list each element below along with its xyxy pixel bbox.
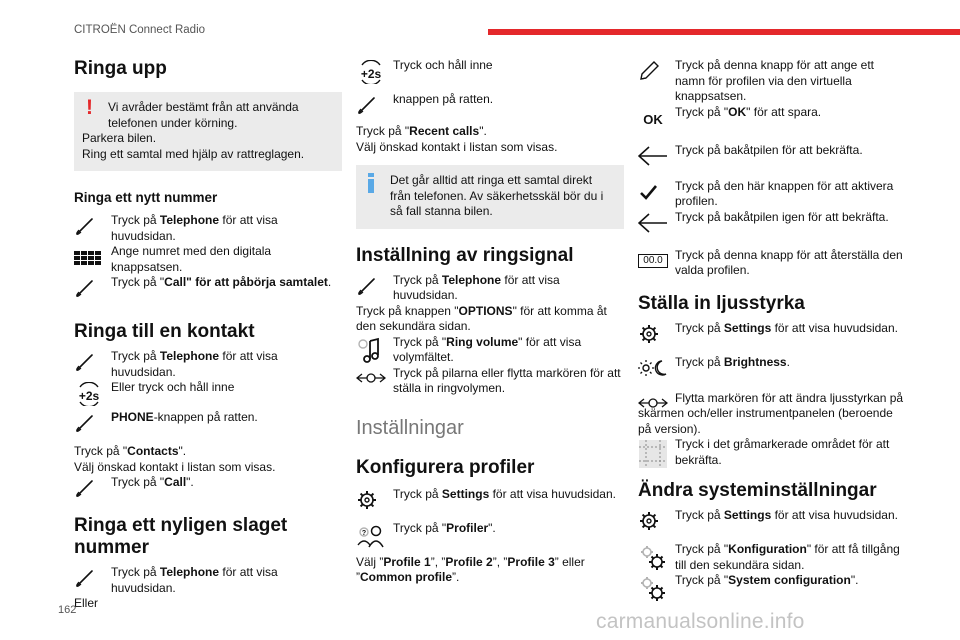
paragraph-recent-calls: Tryck på "Recent calls". bbox=[356, 124, 487, 138]
ring-volume-icon bbox=[356, 337, 386, 363]
step-brightness-3: Flytta markören för att ändra ljusstyrkan på skärmen och/eller instrumentpanelen (beroende på version). bbox=[638, 390, 904, 436]
check-icon bbox=[638, 181, 668, 207]
step-profile-name: Tryck på denna knapp för att ange ett namn för profilen via den virtuella knappsatsen. bbox=[638, 58, 906, 105]
step-new-number-3: Tryck på "Call" för att påbörja samtalet. bbox=[74, 275, 342, 305]
paragraph-choose-contact-2: Välj önskad kontakt i listan som visas. bbox=[356, 139, 558, 154]
subtitle-new-number: Ringa ett nytt nummer bbox=[74, 190, 218, 205]
header-title: CITROËN Connect Radio bbox=[74, 24, 206, 36]
section-title-system: Ändra systeminställningar bbox=[638, 480, 877, 501]
touch-icon bbox=[74, 351, 104, 377]
header-accent-bar bbox=[488, 29, 960, 35]
info-box bbox=[356, 165, 624, 229]
column-2 bbox=[356, 52, 624, 586]
gear-icon bbox=[638, 510, 668, 536]
step-contact-1: Tryck på Telephone för att visa huvudsidan. bbox=[74, 349, 342, 380]
ok-icon: OK bbox=[643, 111, 663, 127]
step-profiles-2: ? Tryck på "Profiler". bbox=[356, 521, 624, 551]
step-profiles-1: Tryck på Settings för att visa huvudsidan. bbox=[356, 487, 624, 517]
svg-text:+2s: +2s bbox=[78, 389, 100, 403]
step-hold: +2s Tryck och håll inne bbox=[356, 58, 624, 88]
step-system-3: Tryck på "System configuration". bbox=[638, 573, 906, 603]
touch-icon bbox=[74, 567, 104, 593]
paragraph-choose-contact: Välj önskad kontakt i listan som visas. bbox=[74, 459, 276, 474]
paragraph-contacts: Tryck på "Contacts". bbox=[74, 444, 187, 458]
section-title-recent: Ringa ett nyligen slaget nummer bbox=[74, 515, 288, 558]
step-new-number-2: Ange numret med den digitala knappsatsen. bbox=[74, 244, 342, 275]
warning-text-2: Parkera bilen. bbox=[82, 131, 157, 145]
touch-icon bbox=[356, 94, 386, 120]
warning-icon: ! bbox=[86, 96, 93, 119]
sun-moon-icon bbox=[638, 357, 668, 383]
page-number: 162 bbox=[58, 604, 77, 616]
edit-pencil-icon bbox=[638, 60, 668, 86]
step-back-1: Tryck på bakåtpilen för att bekräfta. bbox=[638, 143, 906, 173]
step-wheel-button: knappen på ratten. bbox=[356, 92, 624, 122]
touch-icon bbox=[74, 477, 104, 503]
watermark: carmanualsonline.info bbox=[596, 610, 805, 633]
step-new-number-1: Tryck på Telephone för att visa huvudsidan. bbox=[74, 213, 342, 244]
step-brightness-2: Tryck på Brightness. bbox=[638, 355, 906, 385]
touch-icon bbox=[74, 277, 104, 303]
step-ok: OK Tryck på "OK" för att spara. bbox=[638, 105, 906, 135]
step-recent-1: Tryck på Telephone för att visa huvudsidan. bbox=[74, 565, 342, 596]
section-title-call: Ringa upp bbox=[74, 58, 167, 79]
paragraph-options: Tryck på knappen "OPTIONS" för att komma åt den sekundära sidan. bbox=[356, 303, 607, 333]
section-title-brightness: Ställa in ljusstyrka bbox=[638, 292, 805, 314]
step-brightness-4: Tryck i det gråmarkerade området för att bekräfta. bbox=[638, 437, 906, 468]
touch-icon bbox=[74, 215, 104, 241]
info-text: Det går alltid att ringa ett samtal direkt från telefonen. Av säkerhetsskäl bör du i så fall stanna bilen. bbox=[390, 173, 604, 218]
section-title-settings: Inställningar bbox=[356, 416, 464, 439]
column-1 bbox=[74, 52, 342, 612]
warning-text-3: Ring ett samtal med hjälp av rattreglagen. bbox=[82, 146, 305, 161]
slider-arrows-icon bbox=[356, 368, 386, 394]
keypad-icon bbox=[74, 246, 104, 272]
info-icon bbox=[368, 173, 374, 193]
paragraph-or: Eller bbox=[74, 596, 99, 610]
gears-icon bbox=[638, 544, 668, 570]
gears-icon bbox=[638, 575, 668, 601]
slider-arrows-icon bbox=[638, 393, 668, 419]
profile-users-icon bbox=[356, 523, 386, 549]
step-back-2: Tryck på bakåtpilen igen för att bekräfta. bbox=[638, 210, 906, 240]
warning-text-1: Vi avråder bestämt från att använda telefonen under körning. bbox=[108, 100, 299, 130]
svg-text:?: ? bbox=[361, 529, 367, 537]
warning-box bbox=[74, 92, 342, 171]
paragraph-choose-profile: Välj ”Profile 1”, ”Profile 2”, ”Profile 3” eller ”Common profile”. bbox=[356, 554, 585, 584]
grey-area-icon bbox=[638, 439, 668, 465]
step-ringtone-2: Tryck på "Ring volume" för att visa volymfältet. bbox=[356, 335, 624, 366]
gear-icon bbox=[638, 323, 668, 349]
back-arrow-icon bbox=[638, 145, 668, 171]
back-arrow-icon bbox=[638, 212, 668, 238]
step-contact-2: +2s Eller tryck och håll inne bbox=[74, 380, 342, 410]
column-3 bbox=[638, 52, 906, 603]
section-title-ringtone: Inställning av ringsignal bbox=[356, 244, 574, 266]
svg-text:+2s: +2s bbox=[360, 67, 382, 81]
step-contact-call: Tryck på "Call". bbox=[74, 475, 342, 505]
section-title-contact: Ringa till en kontakt bbox=[74, 321, 255, 342]
step-system-1: Tryck på Settings för att visa huvudsidan. bbox=[638, 508, 906, 538]
touch-icon bbox=[356, 275, 386, 301]
step-reset: 00.0 Tryck på denna knapp för att återställa den valda profilen. bbox=[638, 248, 906, 279]
gear-icon bbox=[356, 489, 386, 515]
step-contact-3: PHONE-knappen på ratten. bbox=[74, 410, 342, 440]
step-ringtone-3: Tryck på pilarna eller flytta markören för att ställa in ringvolymen. bbox=[356, 366, 624, 397]
section-title-profiles: Konfigurera profiler bbox=[356, 456, 535, 478]
step-ringtone-1: Tryck på Telephone för att visa huvudsidan. bbox=[356, 273, 624, 304]
step-system-2: Tryck på "Konfiguration" för att få tillgång till den sekundära sidan. bbox=[638, 542, 906, 573]
touch-icon bbox=[74, 412, 104, 438]
reset-icon: 00.0 bbox=[638, 250, 668, 276]
press-hold-2s-icon bbox=[74, 382, 104, 408]
step-brightness-1: Tryck på Settings för att visa huvudsidan. bbox=[638, 321, 906, 351]
step-activate: Tryck på den här knappen för att aktivera profilen. bbox=[638, 179, 906, 210]
press-hold-2s-icon bbox=[356, 60, 386, 86]
